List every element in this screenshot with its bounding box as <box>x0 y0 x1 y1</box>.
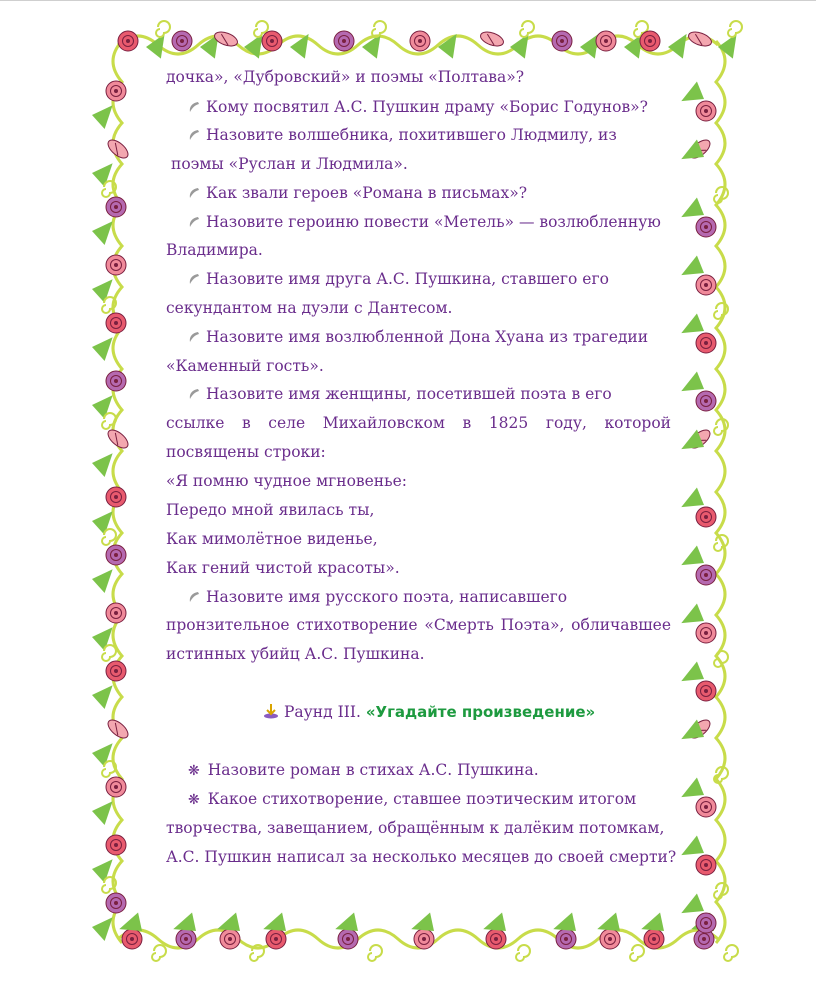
bullet-icon <box>188 126 200 138</box>
rose-icon <box>262 31 282 51</box>
bullet-icon <box>188 588 200 600</box>
bullet-icon <box>188 385 200 397</box>
question-item <box>188 125 617 145</box>
rose-icon <box>696 101 716 121</box>
rose-icon <box>338 929 358 949</box>
rose-icon <box>172 31 192 51</box>
round-label: Раунд III. <box>284 703 361 721</box>
rose-icon <box>122 929 142 949</box>
rose-icon <box>696 855 716 875</box>
question-text: Назовите имя друга А.С. Пушкина, ставшего его <box>206 270 609 288</box>
question-text: Кому посвятил А.С. Пушкин драму «Борис Годунов»? <box>206 98 648 116</box>
text-line: истинных убийц А.С. Пушкина. <box>166 645 425 663</box>
vine-spiral <box>728 21 742 37</box>
question-item <box>188 183 527 203</box>
rose-icon <box>106 313 126 333</box>
rose-icon <box>696 217 716 237</box>
rose-icon <box>106 893 126 913</box>
bullet-icon <box>188 213 200 225</box>
question-text: Назовите героиню повести «Метель» — возлюбленную <box>206 213 661 231</box>
text-line: посвящены строки: <box>166 443 326 461</box>
poem-line: «Я помню чудное мгновенье: <box>166 472 407 490</box>
vine-spiral <box>724 945 738 961</box>
rose-icon <box>106 835 126 855</box>
rose-icon <box>644 929 664 949</box>
vine-spiral <box>714 651 728 667</box>
question-item <box>188 327 648 347</box>
text-line: секундантом на дуэли с Дантесом. <box>166 299 453 317</box>
rose-icon <box>106 81 126 101</box>
rose-icon <box>106 487 126 507</box>
vine-spiral <box>102 645 116 661</box>
bud-icon <box>687 29 714 48</box>
rose-icon <box>600 929 620 949</box>
rose-icon <box>410 31 430 51</box>
rose-icon <box>696 391 716 411</box>
text-line: дочка», «Дубровский» и поэмы «Полтава»? <box>166 68 525 86</box>
poem-line: Передо мной явилась ты, <box>166 501 375 519</box>
rose-icon <box>220 929 240 949</box>
rose-icon <box>118 31 138 51</box>
rose-icon <box>696 623 716 643</box>
rose-icon <box>596 31 616 51</box>
text-line: творчества, завещанием, обращённым к далёким потомкам, <box>166 819 665 837</box>
question-item <box>188 97 648 117</box>
text-line: поэмы «Руслан и Людмила». <box>171 155 408 173</box>
question-text: Назовите имя женщины, посетившей поэта в его <box>206 385 612 403</box>
question-item <box>188 789 636 810</box>
vine-spiral <box>630 945 644 961</box>
text-line: А.С. Пушкин написал за несколько месяцев до своей смерти? <box>166 848 677 866</box>
bullet-icon <box>188 184 200 196</box>
bullet-icon <box>188 270 200 282</box>
text-line: «Каменный гость». <box>166 357 324 375</box>
vine-spiral <box>714 883 728 899</box>
rose-icon <box>486 929 506 949</box>
rose-icon <box>696 681 716 701</box>
question-text: Назовите имя возлюбленной Дона Хуана из трагедии <box>206 328 649 346</box>
rose-icon <box>696 565 716 585</box>
pin-icon <box>262 703 280 719</box>
rose-icon <box>696 275 716 295</box>
bullet-icon <box>188 328 200 340</box>
question-text: Какое стихотворение, ставшее поэтическим итогом <box>207 790 637 808</box>
rose-icon <box>176 929 196 949</box>
vine <box>716 41 725 943</box>
vine-spiral <box>516 945 530 961</box>
round-title: «Угадайте произведение» <box>365 703 596 721</box>
rose-icon <box>334 31 354 51</box>
asterisk-icon: ❋ <box>188 792 200 808</box>
rose-icon <box>106 603 126 623</box>
bud-icon <box>479 29 506 48</box>
rose-icon <box>106 545 126 565</box>
question-text: Назовите имя русского поэта, написавшего <box>206 588 568 606</box>
rose-icon <box>106 197 126 217</box>
asterisk-icon: ❋ <box>188 763 200 779</box>
rose-icon <box>106 371 126 391</box>
leaf-icon <box>91 685 116 710</box>
question-item <box>188 269 609 289</box>
rose-icon <box>552 31 572 51</box>
rose-icon <box>696 333 716 353</box>
question-text: Назовите роман в стихах А.С. Пушкина. <box>207 761 539 779</box>
rose-icon <box>106 777 126 797</box>
rose-icon <box>696 797 716 817</box>
vine-spiral <box>156 21 170 37</box>
question-item <box>188 587 567 607</box>
vine-spiral <box>152 945 166 961</box>
question-text: Как звали героев «Романа в письмах»? <box>206 184 528 202</box>
round-heading <box>262 702 595 722</box>
poem-line: Как гений чистой красоты». <box>166 559 400 577</box>
leaf-icon <box>716 34 744 62</box>
rose-icon <box>106 255 126 275</box>
rose-icon <box>556 929 576 949</box>
text-line: Владимира. <box>166 241 263 259</box>
vine-spiral <box>368 945 382 961</box>
rose-icon <box>414 929 434 949</box>
rose-icon <box>106 661 126 681</box>
floral-border <box>0 1 816 989</box>
vine-spiral <box>520 21 534 37</box>
question-item <box>188 384 612 404</box>
rose-icon <box>640 31 660 51</box>
bud-icon <box>105 717 131 742</box>
rose-icon <box>696 913 716 933</box>
bullet-icon <box>188 98 200 110</box>
rose-icon <box>266 929 286 949</box>
vine-spiral <box>372 21 386 37</box>
question-item <box>188 212 661 232</box>
question-item <box>188 760 539 781</box>
text-line: ссылке в селе Михайловском в 1825 году, которой <box>166 414 671 432</box>
question-text: Назовите волшебника, похитившего Людмилу, из <box>206 126 617 144</box>
text-line: пронзительное стихотворение «Смерть Поэта», обличавшее <box>166 616 671 634</box>
rose-icon <box>696 507 716 527</box>
poem-line: Как мимолётное виденье, <box>166 530 378 548</box>
